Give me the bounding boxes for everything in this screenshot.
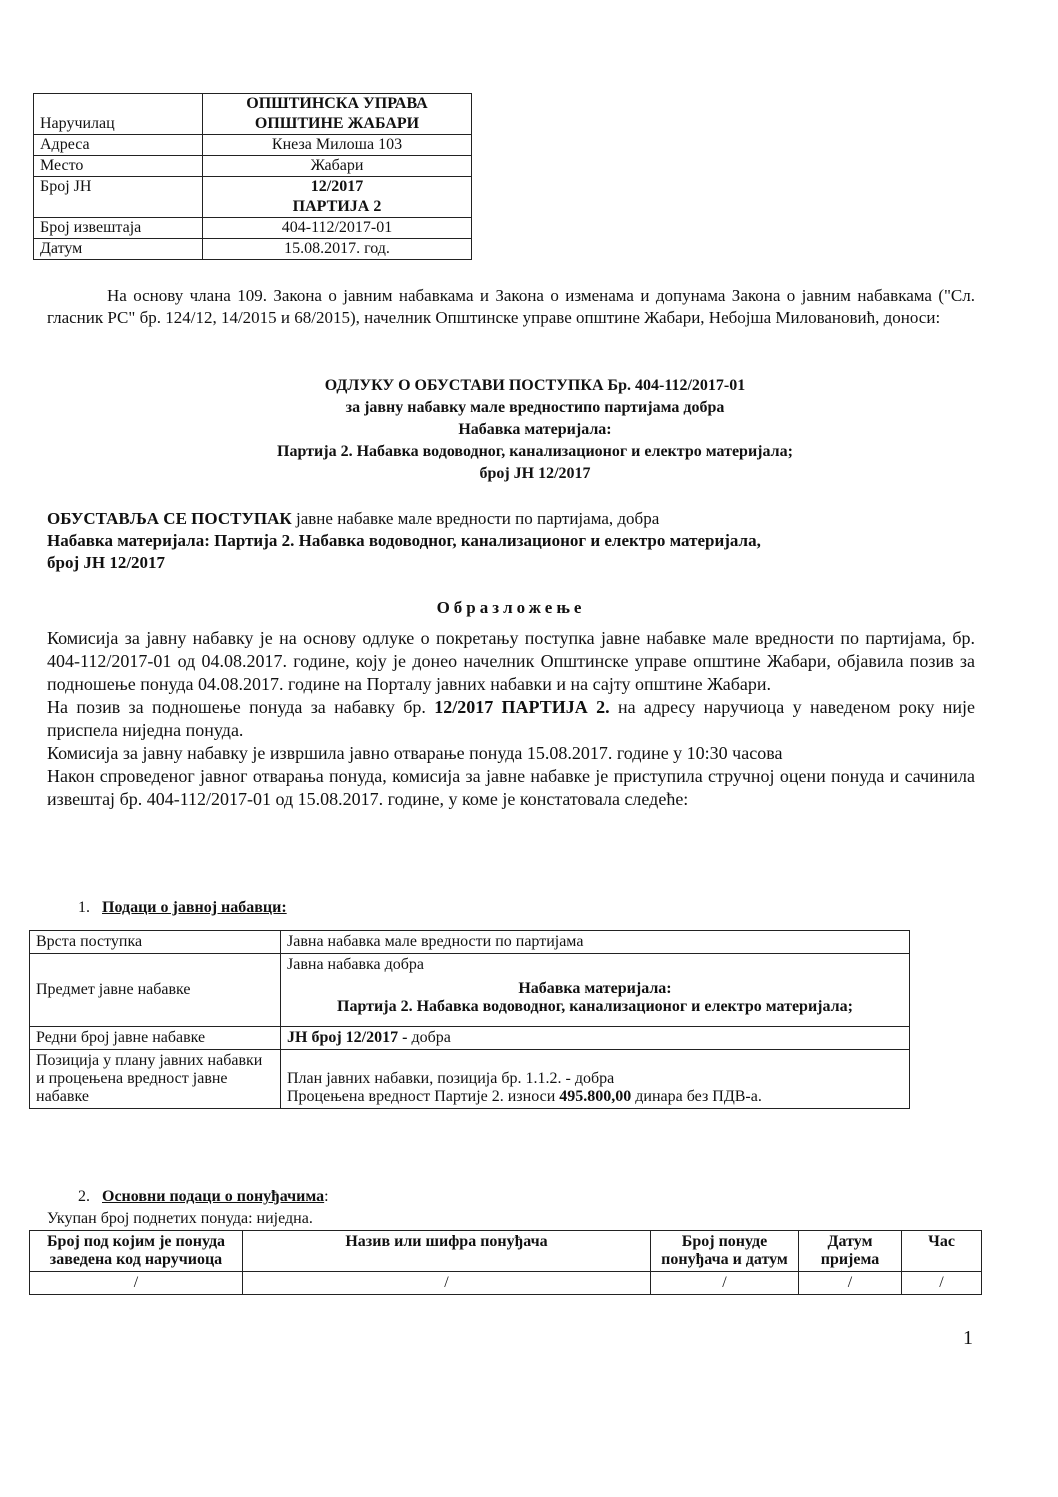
table-row	[30, 1027, 910, 1050]
pos-b: 495.800,00	[559, 1088, 632, 1105]
suspend-line-1	[47, 508, 975, 530]
table-cell: /	[30, 1272, 243, 1295]
header-table	[33, 93, 472, 260]
seq-bold: ЈН број 12/2017 -	[287, 1029, 408, 1046]
header-value: Кнеза Милоша 103	[203, 135, 472, 156]
jn-line-1: 12/2017	[310, 178, 364, 195]
table-value	[281, 1050, 910, 1109]
table-value	[281, 1027, 910, 1050]
reason-title: Образложење	[436, 598, 586, 617]
p2-c: на адресу наручиоца у наведеном року није приспела ниједна понуда.	[47, 697, 975, 740]
suspend-lead: ОБУСТАВЉА СЕ ПОСТУПАК	[47, 509, 292, 528]
table-value: Јавна набавка мале вредности по партијама	[281, 931, 910, 954]
header-value: 404-112/2017-01	[203, 218, 472, 239]
suspend-statement	[47, 508, 975, 574]
reason-body	[47, 627, 975, 811]
section1-number: 1.	[78, 899, 90, 916]
header-key: Адреса	[34, 135, 203, 156]
pos-line-1: План јавних набавки, позиција бр. 1.1.2. - добра	[287, 1070, 615, 1087]
page-number: 1	[963, 1327, 973, 1349]
column-header: Час	[902, 1231, 982, 1272]
header-row-date	[34, 239, 472, 260]
section1-heading	[78, 897, 287, 919]
paragraph: Након спроведеног јавног отварања понуда, комисија за јавне набавке је приступила стручној оцени понуда и сачинила извештај бр. 404-112/2017-01 од 15.08.2017. године, у коме је констатовала следеће:	[47, 766, 975, 809]
table-cell: /	[243, 1272, 651, 1295]
header-key: Датум	[34, 239, 203, 260]
header-key: Број ЈН	[34, 177, 203, 218]
header-value	[203, 94, 472, 135]
table-header-row	[30, 1231, 982, 1272]
bidders-table	[29, 1230, 982, 1295]
header-value	[203, 177, 472, 218]
paragraph: Комисија за јавну набавку је на основу одлуке о покретању поступка јавне набавке мале вредности по партијама, бр. 404-112/2017-01 од 04.08.2017. године, коју је донео начелник Општинске управе општине Жабари, објавила позив за подношење понуда 04.08.2017. године на Порталу јавних набавки и на сајту општине Жабари.	[47, 628, 975, 694]
subject-line-2: Набавка материјала:	[518, 980, 672, 997]
header-row-place	[34, 156, 472, 177]
jn-line-2: ПАРТИЈА 2	[292, 198, 382, 215]
table-key: Предмет јавне набавке	[30, 954, 281, 1027]
header-row-orderer	[34, 94, 472, 135]
table-value	[281, 954, 910, 1027]
pos-c: динара без ПДВ-а.	[631, 1088, 762, 1105]
header-key: Место	[34, 156, 203, 177]
section2-title: Основни подаци о понуђачима	[102, 1188, 325, 1205]
table-row	[30, 954, 910, 1027]
decision-line: ОДЛУКУ О ОБУСТАВИ ПОСТУПКА Бр. 404-112/2017-01	[324, 377, 746, 394]
section2-colon: :	[324, 1188, 329, 1205]
table-cell: /	[799, 1272, 902, 1295]
table-row	[30, 931, 910, 954]
column-header: Број под којим је понуда заведена код наручиоца	[30, 1231, 243, 1272]
pos-a: Процењена вредност Партије 2. износи	[287, 1088, 560, 1105]
procurement-table	[29, 930, 910, 1109]
suspend-line-2: Набавка материјала: Партија 2. Набавка водоводног, канализационог и електро материјала,	[47, 531, 761, 550]
header-row-address	[34, 135, 472, 156]
subject-line-1: Јавна набавка добра	[287, 956, 425, 973]
header-key: Број извештаја	[34, 218, 203, 239]
decision-line: број ЈН 12/2017	[479, 465, 591, 482]
paragraph	[47, 696, 975, 742]
suspend-rest: јавне набавке мале вредности по партијама, добра	[291, 509, 660, 528]
section2-number: 2.	[78, 1188, 90, 1205]
column-header: Назив или шифра понуђача	[243, 1231, 651, 1272]
header-key: Наручилац	[34, 94, 203, 135]
header-row-jn	[34, 177, 472, 218]
table-key: Редни број јавне набавке	[30, 1027, 281, 1050]
column-header: Датум пријема	[799, 1231, 902, 1272]
p2-a: На позив за подношење понуда за набавку бр.	[47, 697, 435, 717]
table-row	[30, 1272, 982, 1295]
decision-line: Партија 2. Набавка водоводног, канализационог и електро материјала;	[277, 443, 793, 460]
subject-line-3: Партија 2. Набавка водоводног, канализационог и електро материјала;	[337, 998, 853, 1015]
p2-b: 12/2017 ПАРТИЈА 2.	[434, 697, 610, 717]
paragraph: Комисија за јавну набавку је извршила јавно отварање понуда 15.08.2017. године у 10:30 часова	[47, 743, 783, 763]
decision-line: Набавка материјала:	[458, 421, 612, 438]
intro-paragraph: На основу члана 109. Закона о јавним набавкама и Закона о изменама и допунама Закона о јавним набавкама ("Сл. гласник РС" бр. 124/12, 14/2015 и 68/2015), начелник Општинске управе општине Жабари, Небојша Миловановић, доноси:	[47, 286, 975, 327]
header-value: Жабари	[203, 156, 472, 177]
table-cell: /	[651, 1272, 799, 1295]
decision-line: за јавну набавку мале вредностипо партијама добра	[345, 399, 725, 416]
table-key: Позиција у плану јавних набавки и процењена вредност јавне набавке	[30, 1050, 281, 1109]
table-row	[30, 1050, 910, 1109]
decision-heading	[150, 375, 920, 485]
orderer-line-2: ОПШТИНЕ ЖАБАРИ	[254, 115, 420, 132]
header-value: 15.08.2017. год.	[203, 239, 472, 260]
seq-rest: добра	[407, 1029, 451, 1046]
pos-line-2	[287, 1088, 903, 1106]
orderer-line-1: ОПШТИНСКА УПРАВА	[246, 95, 428, 112]
total-offers: Укупан број поднетих понуда: ниједна.	[47, 1210, 313, 1227]
column-header: Број понуде понуђача и датум	[651, 1231, 799, 1272]
table-key: Врста поступка	[30, 931, 281, 954]
suspend-line-3: број ЈН 12/2017	[47, 553, 166, 572]
section2-heading	[78, 1186, 329, 1208]
section1-title: Подаци о јавној набавци:	[102, 899, 287, 916]
table-cell: /	[902, 1272, 982, 1295]
header-row-report	[34, 218, 472, 239]
